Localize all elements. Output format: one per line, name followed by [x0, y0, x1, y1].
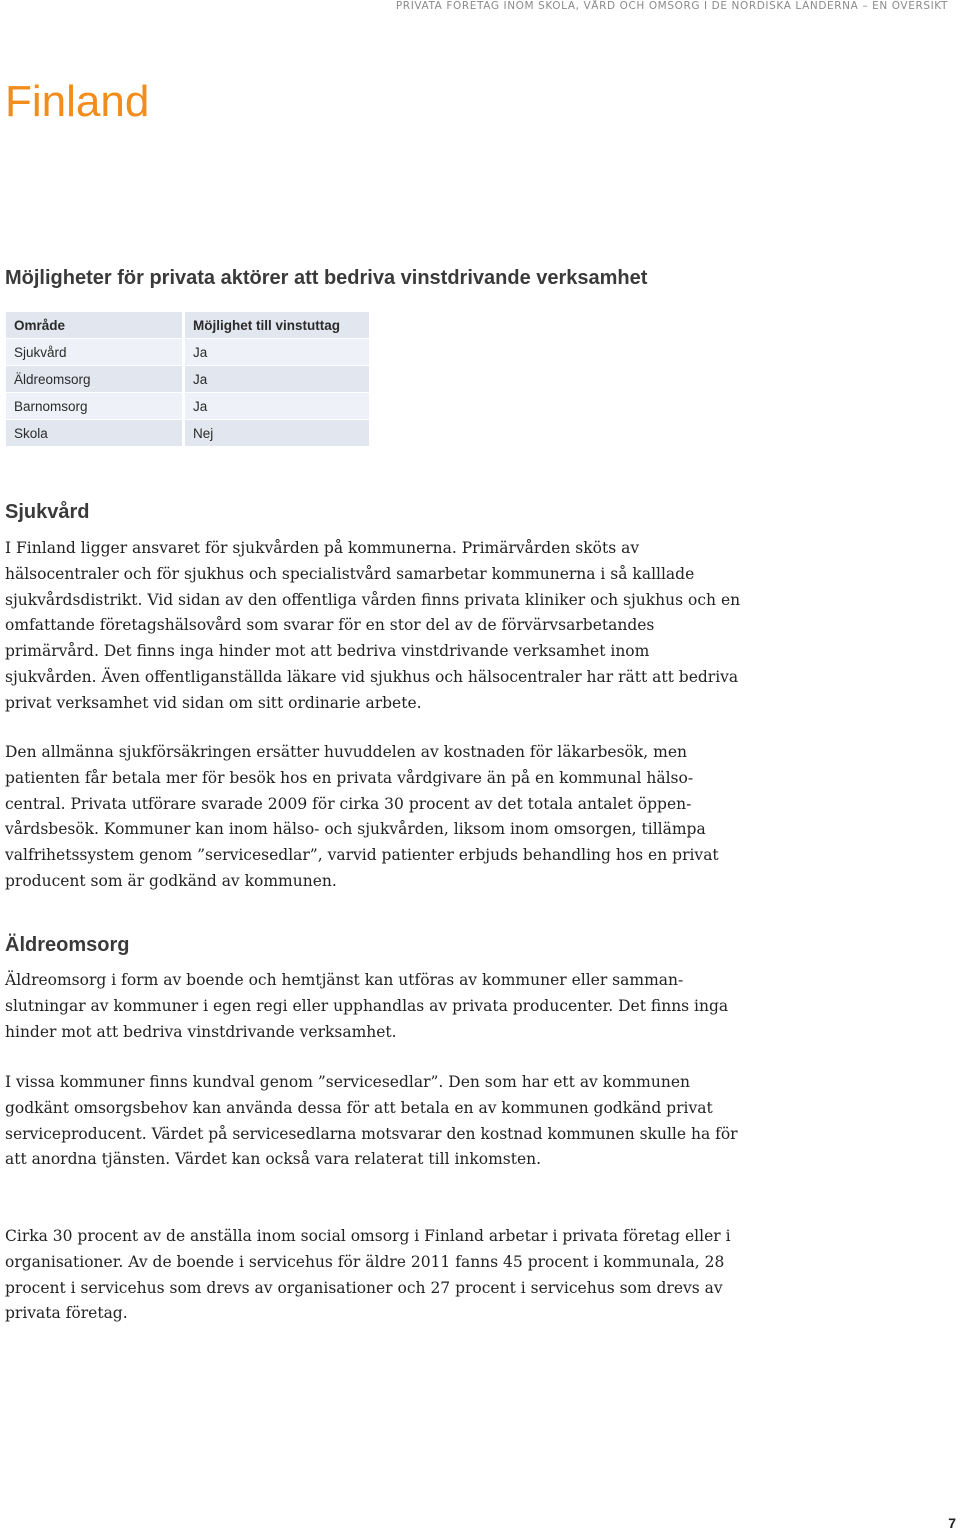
table-row	[6, 420, 369, 446]
table-row	[6, 393, 369, 419]
section-heading-aldreomsorg: Äldreomsorg	[5, 934, 130, 956]
opportunities-table	[6, 311, 369, 447]
aldreomsorg-paragraph-3: Cirka 30 procent av de anställa inom social omsorg i Finland arbetar i privata företag eller i organisationer. Av de boende i servicehus för äldre 2011 fanns 45 procent i kommunala, 28 procent i servicehus som drevs av organisationer och 27 procent i servicehus som drevs av privata företag.	[5, 1227, 731, 1323]
table-cell-area: Sjukvård	[6, 339, 182, 365]
sjukvard-paragraph-1: I Finland ligger ansvaret för sjukvården på kommunerna. Primärvården sköts av hälsocentraler och för sjukhus och specialistvård samarbetar kommunerna i så kalllade sjukvårdsdistrikt. Vid sidan av den offentliga vården finns privata kliniker och sjukhus och en omfattande företagshälsovård som svarar för en stor del av de förvärvsarbetandes primärvård. Det finns inga hinder mot att bedriva vinstdrivande verksamhet inom sjukvården. Även offentliganställda läkare vid sjukhus och hälsocentraler har rätt att bedriva privat verksamhet vid sidan om sitt ordinarie arbete.	[5, 539, 741, 712]
table-cell-area: Skola	[6, 420, 182, 446]
page-title: Finland	[5, 77, 150, 126]
table-cell-area: Äldreomsorg	[6, 366, 182, 392]
sjukvard-paragraph-2: Den allmänna sjukförsäkringen ersätter huvuddelen av kostnaden för läkarbesök, men patienten får betala mer för besök hos en privata vårdgivare än på en kommunal hälsocentral. Privata utförare svarade 2009 för cirka 30 procent av det totala antalet öppenvårdsbesök. Kommuner kan inom hälso- och sjukvården, liksom inom omsorgen, tillämpa valfrihetssystem genom ”servicesedlar”, varvid patienter erbjuds behandling hos en privat producent som är godkänd av kommunen.	[5, 743, 719, 890]
table-cell-profit: Ja	[182, 393, 369, 419]
aldreomsorg-paragraph-2: I vissa kommuner finns kundval genom ”servicesedlar”. Den som har ett av kommunen godkänt omsorgsbehov kan använda dessa för att betala en av kommunen godkänd privat serviceproducent. Värdet på servicesedlarna motsvarar den kostnad kommunen skulle ha för att anordna tjänsten. Värdet kan också vara relaterat till inkomsten.	[5, 1073, 738, 1169]
opportunities-heading: Möjligheter för privata aktörer att bedriva vinstdrivande verksamhet	[5, 267, 648, 289]
table-cell-area: Barnomsorg	[6, 393, 182, 419]
aldreomsorg-paragraph-1: Äldreomsorg i form av boende och hemtjänst kan utföras av kommuner eller sammanslutningar av kommuner i egen regi eller upphandlas av privata producenter. Det finns inga hinder mot att bedriva vinstdrivande verksamhet.	[5, 971, 729, 1041]
column-header-area: Område	[6, 312, 182, 338]
column-header-profit: Möjlighet till vinstuttag	[182, 312, 369, 338]
page-number: 7	[948, 1515, 956, 1531]
table-row	[6, 366, 369, 392]
table-row	[6, 339, 369, 365]
running-header: PRIVATA FÖRETAG INOM SKOLA, VÅRD OCH OMSORG I DE NORDISKA LÄNDERNA – EN ÖVERSIKT	[395, 0, 948, 12]
table-cell-profit: Ja	[182, 366, 369, 392]
section-heading-sjukvard: Sjukvård	[5, 501, 90, 523]
table-cell-profit: Nej	[182, 420, 369, 446]
table-cell-profit: Ja	[182, 339, 369, 365]
table-header-row	[6, 312, 369, 338]
